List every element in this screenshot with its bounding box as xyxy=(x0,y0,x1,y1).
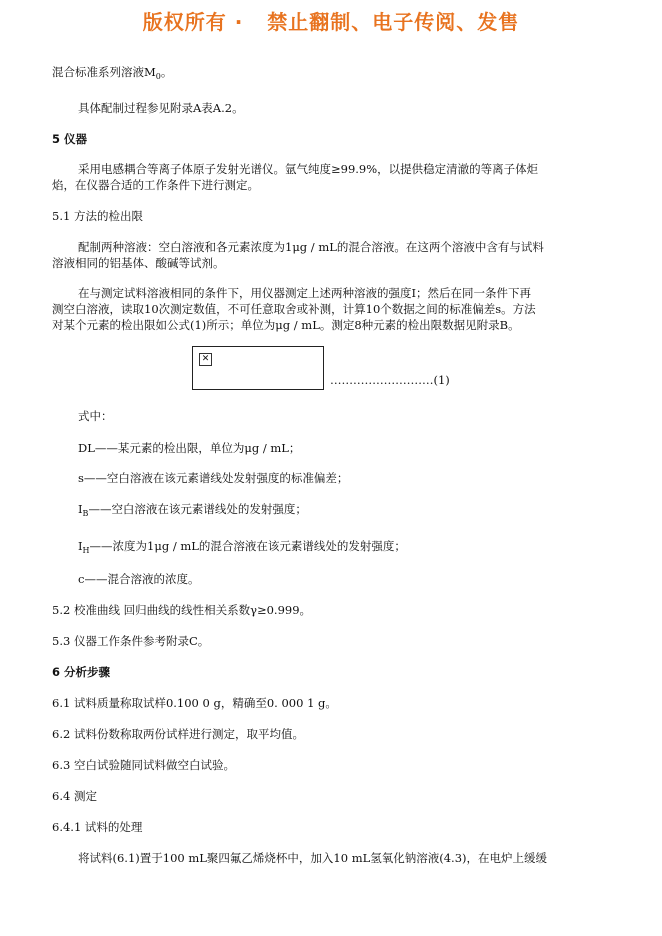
paragraph-measurement-line2: 测空白溶液，读取10次测定数值，不可任意取舍或补测，计算10个数据之间的标准偏差s。方法 xyxy=(52,302,536,316)
heading-6-procedure: 6 分析步骤 xyxy=(52,665,111,679)
definition-s: s——空白溶液在该元素谱线处发射强度的标准偏差； xyxy=(78,471,349,485)
definition-c: c——混合溶液的浓度。 xyxy=(78,572,200,586)
copyright-banner: 版权所有 · 禁止翻制、电子传阅、发售 xyxy=(142,10,520,34)
paragraph-appendix-ref: 具体配制过程参见附录A表A.2。 xyxy=(78,101,244,115)
definition-ib xyxy=(78,501,307,522)
section-6-1-mass: 6.1 试料质量称取试样0.100 0 g，精确至0. 000 1 g。 xyxy=(52,696,337,710)
paragraph-instrument-line2: 焰，在仪器合适的工作条件下进行测定。 xyxy=(52,178,259,192)
section-5-3-conditions: 5.3 仪器工作条件参考附录C。 xyxy=(52,634,210,648)
paragraph-mixed-standard xyxy=(52,64,172,85)
definition-dl: DL——某元素的检出限，单位为μg / mL； xyxy=(78,441,301,455)
text-end: 。 xyxy=(160,65,173,79)
heading-5-1-detection-limit: 5.1 方法的检出限 xyxy=(52,209,143,223)
formula-image-placeholder xyxy=(192,346,324,390)
symbol: I xyxy=(78,539,83,553)
section-6-3-blank: 6.3 空白试验随同试料做空白试验。 xyxy=(52,758,235,772)
symbol-subscript: B xyxy=(82,509,89,518)
subscript: 0 xyxy=(155,72,161,81)
section-5-2-calibration: 5.2 校准曲线 回归曲线的线性相关系数γ≥0.999。 xyxy=(52,603,312,617)
paragraph-solutions-line2: 溶液相同的铝基体、酸碱等试剂。 xyxy=(52,256,225,270)
text: 混合标准系列溶液M xyxy=(52,65,156,79)
paragraph-solutions-line1: 配制两种溶液：空白溶液和各元素浓度为1μg / mL的混合溶液。在这两个溶液中含有与试料 xyxy=(78,240,544,254)
section-6-4-1-treatment: 6.4.1 试料的处理 xyxy=(52,820,143,834)
definition-text: ——浓度为1μg / mL的混合溶液在该元素谱线处的发射强度； xyxy=(89,539,406,553)
heading-5-instrument: 5 仪器 xyxy=(52,132,88,146)
definition-ih xyxy=(78,538,406,559)
definition-text: ——空白溶液在该元素谱线处的发射强度； xyxy=(88,502,307,516)
section-6-2-portions: 6.2 试料份数称取两份试样进行测定，取平均值。 xyxy=(52,727,304,741)
paragraph-treatment: 将试料(6.1)置于100 mL聚四氟乙烯烧杯中，加入10 mL氢氧化钠溶液(4.3)，在电炉上缓缓 xyxy=(78,851,547,865)
paragraph-instrument-line1: 采用电感耦合等离子体原子发射光谱仪。氩气纯度≥99.9%，以提供稳定清澈的等离子体炬 xyxy=(78,162,539,176)
paragraph-measurement-line1: 在与测定试料溶液相同的条件下，用仪器测定上述两种溶液的强度I；然后在同一条件下再 xyxy=(78,286,532,300)
section-6-4-measurement: 6.4 测定 xyxy=(52,789,97,803)
symbol-subscript: H xyxy=(82,546,90,555)
formula-number: ………………………(1) xyxy=(330,373,450,387)
symbol: I xyxy=(78,502,83,516)
where-label: 式中： xyxy=(78,409,113,423)
broken-image-icon: ✕ xyxy=(199,353,212,366)
paragraph-measurement-line3: 对某个元素的检出限如公式(1)所示；单位为μg / mL。测定8种元素的检出限数据见附录B。 xyxy=(52,318,520,332)
